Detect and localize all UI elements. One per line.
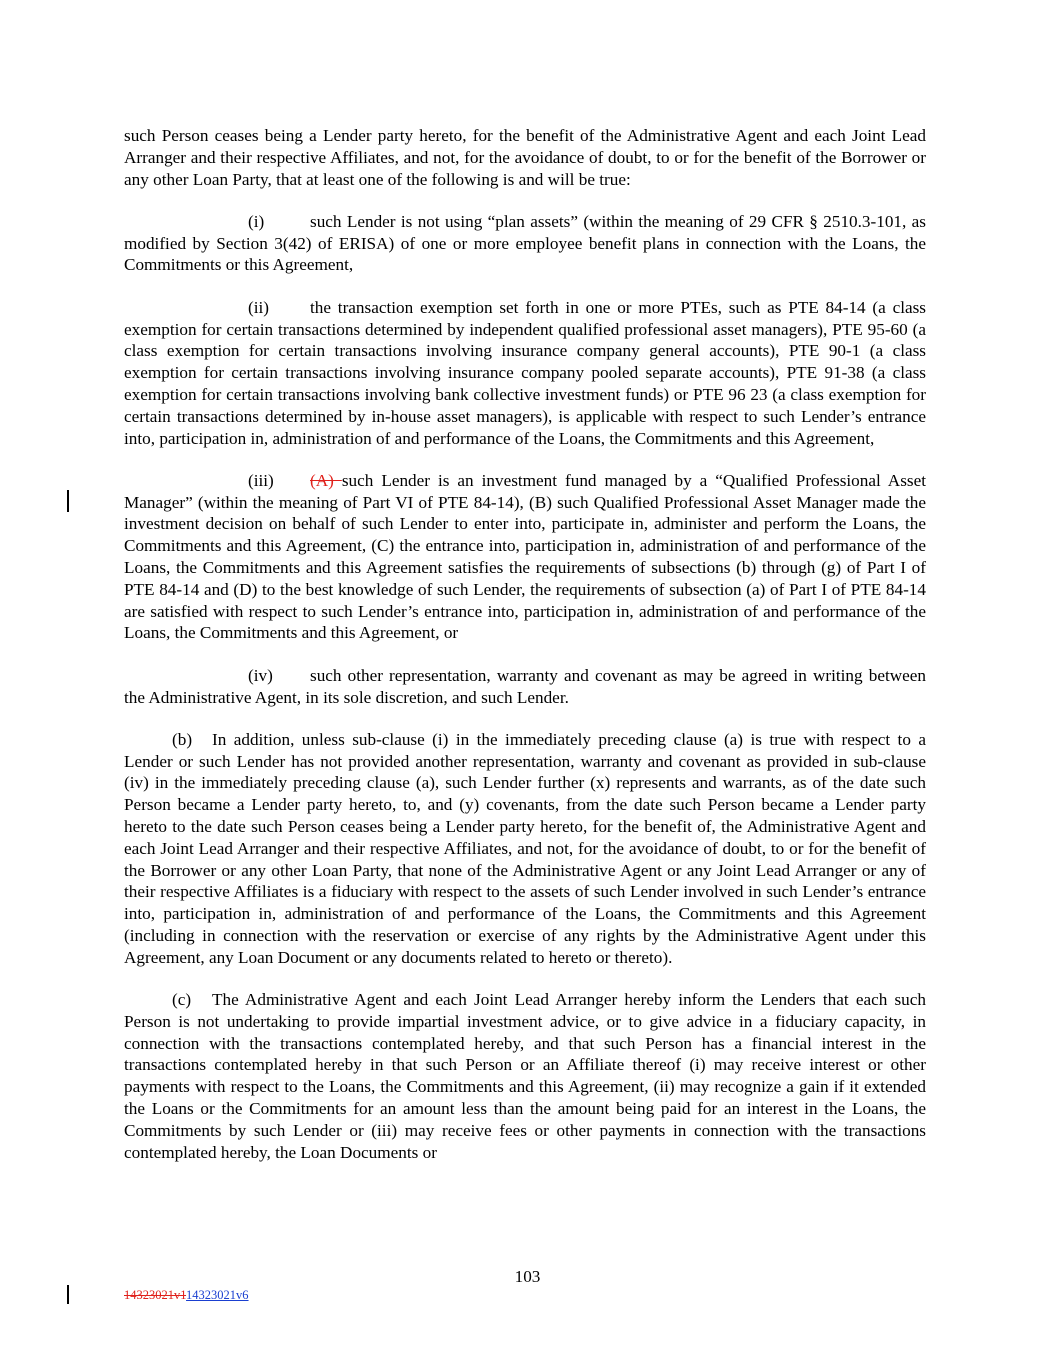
clause-number: (ii) [248,297,269,317]
clause-number: (iv) [248,665,273,685]
clause-text: such Lender is not using “plan assets” (within the meaning of 29 CFR § 2510.3-101, as modified by Section 3(42) of ERISA) of one or more employee benefit plans in connection with the Loans, the Commitments or this Agreement, [124,211,926,275]
clause-text: such other representation, warranty and covenant as may be agreed in writing between the Administrative Agent, in its sole discretion, and such Lender. [124,665,926,707]
section-number: (c) [172,990,192,1010]
section-number: (b) [172,729,193,749]
page-number: 103 [514,1267,541,1286]
clause-number: (iii) [248,470,274,490]
change-bar-bottom [67,1285,69,1304]
doc-id-inserted: 14323021v6 [186,1288,249,1302]
section-c [124,989,926,1163]
clause-number: (i) [248,211,265,231]
clause-iv [124,665,926,709]
clause-ii [124,297,926,450]
paragraph-continued: such Person ceases being a Lender party hereto, for the benefit of the Administrative Agent and each Joint Lead Arranger and their respective Affiliates, and not, for the avoidance of doubt, to or for the benefit of the Borrower or any other Loan Party, that at least one of the following is and will be true: [124,126,926,189]
clause-iii [124,470,926,644]
clause-text: such Lender is an investment fund managed by a “Qualified Professional Asset Manager” (within the meaning of Part VI of PTE 84-14), (B) such Qualified Professional Asset Manager made the investment decision on behalf of such Lender to enter into, participate in, administer and perform the Loans, the Commitments and this Agreement, (C) the entrance into, participation in, administration of and performance of the Loans, the Commitments and this Agreement satisfies the requirements of subsections (b) through (g) of Part I of PTE 84-14 and (D) to the best knowledge of such Lender, the requirements of subsection (a) of Part I of PTE 84-14 are satisfied with respect to such Lender’s entrance into, participation in, administration of and performance of the Loans, the Commitments and this Agreement, or [124,470,926,643]
document-id [124,1288,249,1303]
change-bar-top [67,490,69,512]
section-b [124,729,926,969]
deleted-text: (A) [310,470,342,490]
section-text: In addition, unless sub-clause (i) in the immediately preceding clause (a) is true with respect to a Lender or such Lender has not provided another representation, warranty and covenant as provided in sub-clause (iv) in the immediately preceding clause (a), such Lender further (x) represents and warrants, as of the date such Person became a Lender party hereto, to, and (y) covenants, from the date such Person became a Lender party hereto to the date such Person ceases being a Lender party hereto, for the benefit of, the Administrative Agent and each Joint Lead Arranger and their respective Affiliates, and not, for the avoidance of doubt, to or for the benefit of the Borrower or any other Loan Party, that none of the Administrative Agent or any Joint Lead Arranger or any of their respective Affiliates is a fiduciary with respect to the assets of such Lender involved in such Lender’s entrance into, participation in, administration of and performance of the Loans, the Commitments and this Agreement (including in connection with the reservation or exercise of any rights by the Administrative Agent under this Agreement, any Loan Document or any documents related to hereto or thereto). [124,729,926,967]
doc-id-deleted: 14323021v1 [124,1288,187,1302]
clause-text: the transaction exemption set forth in one or more PTEs, such as PTE 84-14 (a class exemption for certain transactions determined by independent qualified professional asset managers), PTE 95-60 (a class exemption for certain transactions involving insurance company general accounts), PTE 90-1 (a class exemption for certain transactions involving insurance company pooled separate accounts), PTE 91-38 (a class exemption for certain transactions involving bank collective investment funds) or PTE 96 23 (a class exemption for certain transactions determined by in-house asset managers), is applicable with respect to such Lender’s entrance into, participation in, administration of and performance of the Loans, the Commitments and this Agreement, [124,297,926,448]
document-body [124,125,926,1184]
section-text: The Administrative Agent and each Joint Lead Arranger hereby inform the Lenders that each such Person is not undertaking to provide impartial investment advice, or to give advice in a fiduciary capacity, in connection with the transactions contemplated hereby, and that such Person has a financial interest in the transactions contemplated hereby in that such Person or an Affiliate thereof (i) may receive interest or other payments with respect to the Loans, the Commitments and this Agreement, (ii) may recognize a gain if it extended the Loans or the Commitments for an amount less than the amount being paid for an interest in the Loans, the Commitments by such Lender or (iii) may receive fees or other payments in connection with the transactions contemplated hereby, the Loan Documents or [124,990,926,1162]
clause-i [124,211,926,276]
